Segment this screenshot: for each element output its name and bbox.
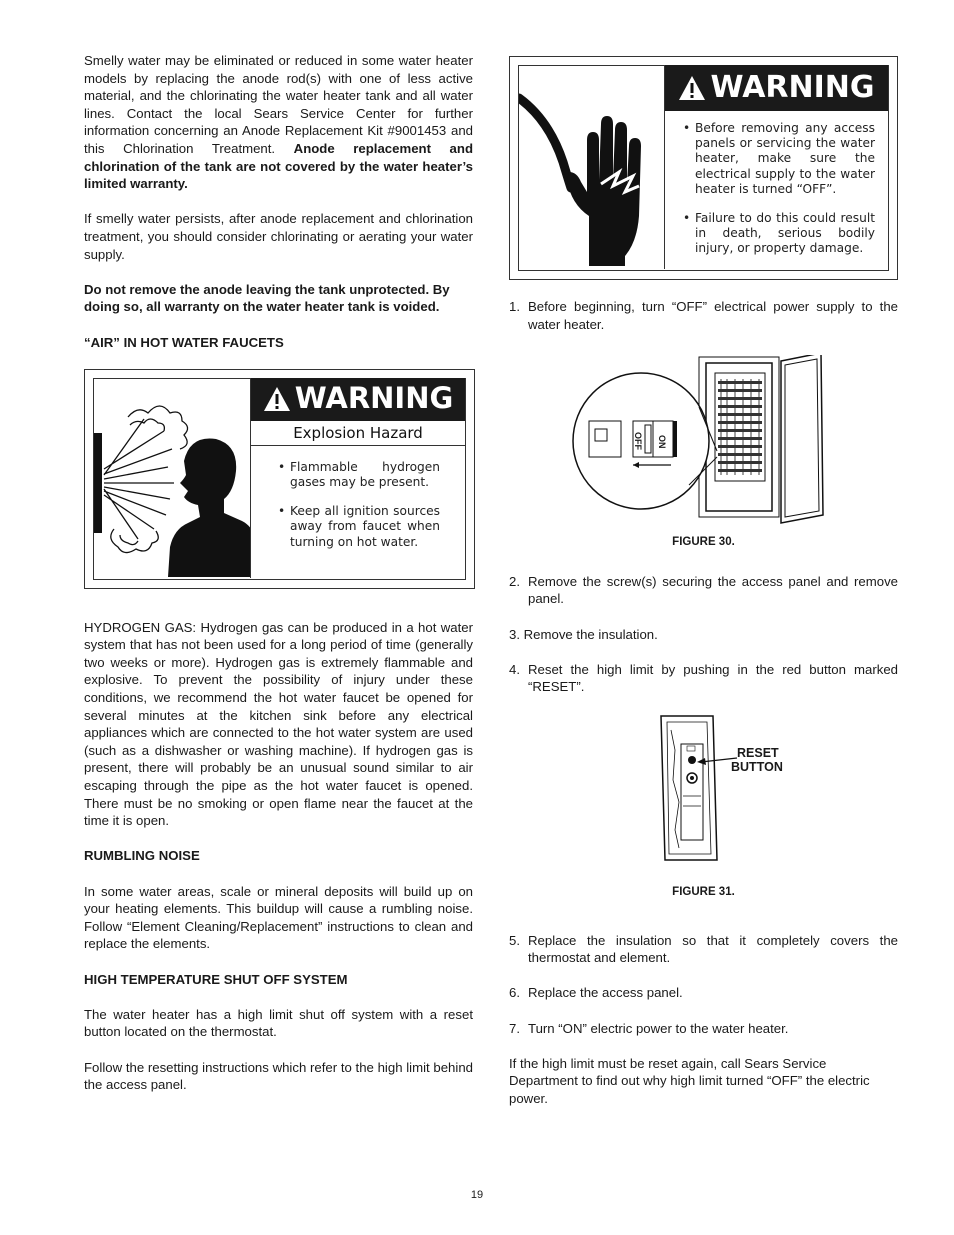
step-4: 4. Reset the high limit by pushing in the red button marked “RESET”. [509,661,898,695]
reset-button-label: RESET BUTTON [731,745,783,774]
electrical-warning-bullet-2: • Failure to do this could result in death, serious bodily injury, or property damage. [683,211,875,256]
hydrogen-gas-paragraph: HYDROGEN GAS: Hydrogen gas can be produced in a hot water system that has not been used for a long period of time (generally two weeks or more). Hydrogen gas is extremely flammable and explosive. To prevent the possibility of injury under these conditions, we recommend the hot water faucet be opened for several minutes at the kitchen sink before any electrical appliances which are connected to the hot water system are used (such as a dishwasher or washing machine). If hydrogen gas is present, there will probably be an unusual sound similar to air escaping through the pipe as the hot water faucet is opened. There must be no smoking or open flame near the faucet at the time it is open. [84,619,473,829]
explosion-warning-bullet-1: • Flammable hydrogen gases may be present. [278,459,440,489]
high-temp-heading: HIGH TEMPERATURE SHUT OFF SYSTEM [84,971,348,987]
rumbling-noise-heading: RUMBLING NOISE [84,848,200,864]
final-paragraph: If the high limit must be reset again, call Sears Service Department to find out why high limit turned “OFF” the electric power. [509,1055,870,1106]
page-number: 19 [470,1189,484,1201]
step-3: 3. Remove the insulation. [509,626,658,642]
electrical-warning-header [665,65,888,111]
high-limit-paragraph: The water heater has a high limit shut off system with a reset button located on the thermostat. [84,1006,473,1040]
explosion-warning-header [251,378,465,421]
explosion-warning-title: WARNING [294,381,454,416]
thermostat-reset-illustration [659,714,721,864]
step-7: 7. Turn “ON” electric power to the water heater. [509,1020,789,1036]
left-column [84,52,473,1111]
reset-instructions-paragraph: Follow the resetting instructions which refer to the high limit behind the access panel. [84,1059,473,1093]
figure-31-caption: FIGURE 31. [672,885,735,898]
smelly-water-paragraph: If smelly water persists, after anode replacement and chlorination treatment, you should consider chlorinating or aerating your water supply. [84,211,473,262]
warning-triangle-icon [678,75,706,101]
rumbling-noise-paragraph: In some water areas, scale or mineral deposits will build up on your heating elements. This buildup will cause a rumbling noise. Follow “Element Cleaning/Replacement” instructions to clean and replace the elements. [84,883,473,952]
step-5: 5. Replace the insulation so that it completely covers the thermostat and element. [509,932,898,966]
figure-30 [509,347,898,573]
step-1: 1. Before beginning, turn “OFF” electrical power supply to the water heater. [509,299,898,332]
air-in-faucets-heading: “AIR” IN HOT WATER FAUCETS [84,334,284,350]
anode-warning-paragraph: Do not remove the anode leaving the tank unprotected. By doing so, all warranty on the water heater tank is voided. [84,281,450,315]
off-label: OFF [633,431,643,450]
anode-paragraph: Smelly water may be eliminated or reduced in some water heater models by replacing the anode rod(s) with one of less active material, and the chlorinating the water heater tank and all water lines. Contact the local Sears Service Center for further information concerning an Anode Replacement Kit #9001453 and this Chlorination Treatment. Anode replacement and chlorination of the tank are not covered by the water heater’s limited warranty. [84,53,473,192]
step-2: 2. Remove the screw(s) securing the access panel and remove panel. [509,573,898,607]
electrical-warning-bullet-1: • Before removing any access panels or servicing the water heater, make sure the electrical supply to the water heater is turned “OFF”. [683,121,875,196]
explosion-warning-box [84,369,475,589]
on-label: ON [657,434,667,449]
explosion-warning-bullet-2: • Keep all ignition sources away from faucet when turning on hot water. [278,504,440,549]
step-6: 6. Replace the access panel. [509,985,683,1001]
warning-triangle-icon [263,386,291,412]
electrical-warning-title: WARNING [710,70,875,106]
right-column [509,56,898,1125]
explosion-hazard-icon [94,379,250,577]
electrical-warning-box [509,56,898,280]
figure-30-caption: FIGURE 30. [672,535,735,548]
breaker-panel-illustration [571,355,827,531]
figure-31 [509,714,898,932]
explosion-hazard-subtitle: Explosion Hazard [251,421,465,446]
electrical-shock-hand-icon [519,66,664,268]
